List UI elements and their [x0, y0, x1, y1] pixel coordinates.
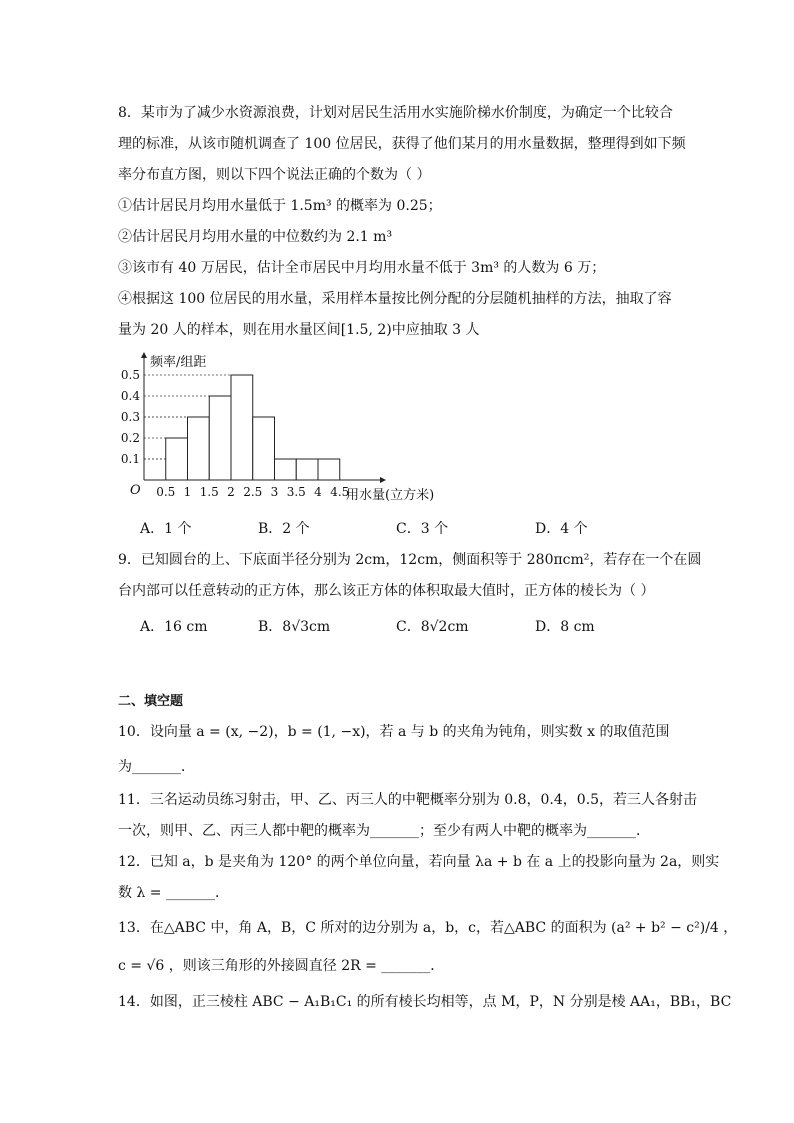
x-tick-label: 0.5	[156, 485, 176, 499]
histogram-bar	[296, 459, 318, 480]
q9-option-d: D．8 cm	[535, 619, 595, 635]
q9-option-c: C．8√2cm	[396, 619, 469, 635]
q13-line-2: c = √6 ，则该三角形的外接圆直径 2R = _______．	[118, 958, 445, 974]
x-tick-label: 2.5	[243, 485, 263, 499]
x-axis-label: 用水量(立方米)	[346, 488, 435, 503]
histogram-bar	[231, 375, 253, 480]
section-title: 二、填空题	[118, 694, 184, 709]
histogram-bar	[318, 459, 340, 480]
q14-line-1: 14．如图，正三棱柱 ABC − A₁B₁C₁ 的所有棱长均相等，点 M，P，N 分别是棱 AA₁，BB₁，BC	[118, 994, 732, 1010]
q8-line-3: 率分布直方图，则以下四个说法正确的个数为（ ）	[118, 167, 431, 183]
q8-statement-4a: ④根据这 100 位居民的用水量，采用样本量按比例分配的分层随机抽样的方法，抽取了容	[118, 291, 672, 307]
y-tick-label: 0.4	[120, 389, 140, 403]
q8-statement-2: ②估计居民月均用水量的中位数约为 2.1 m³	[118, 229, 393, 245]
x-tick-label: 4	[314, 485, 322, 499]
q13-line-1: 13．在△ABC 中，角 A，B，C 所对的边分别为 a，b，c，若△ABC 的面积为 (a² + b² − c²)/4 ，	[118, 920, 738, 936]
q11-line-1: 11．三名运动员练习射击，甲、乙、丙三人的中靶概率分别为 0.8，0.4，0.5，若三人各射击	[118, 792, 698, 808]
x-tick-label: 2	[227, 485, 235, 499]
origin-label: O	[130, 483, 141, 498]
q12-line-2: 数 λ = _______．	[118, 885, 229, 901]
q8-statement-4b: 量为 20 人的样本，则在用水量区间[1.5, 2)中应抽取 3 人	[118, 322, 480, 338]
y-tick-label: 0.3	[120, 410, 140, 424]
x-tick-label: 1.5	[199, 485, 219, 499]
y-axis-label: 频率/组距	[150, 355, 207, 370]
histogram-bar	[188, 417, 210, 480]
q8-statement-1: ①估计居民月均用水量低于 1.5m³ 的概率为 0.25；	[118, 198, 442, 214]
y-tick-label: 0.2	[120, 431, 140, 445]
histogram-bar	[253, 417, 275, 480]
q10-line-1: 10．设向量 a = (x, −2)，b = (1, −x)，若 a 与 b 的夹角为钝角，则实数 x 的取值范围	[118, 724, 670, 740]
histogram-svg	[114, 352, 454, 507]
frequency-histogram	[114, 352, 454, 507]
histogram-bar	[166, 438, 188, 480]
x-tick-label: 1	[183, 485, 192, 499]
q8-line-1: 8．某市为了减少水资源浪费，计划对居民生活用水实施阶梯水价制度，为确定一个比较合	[118, 105, 673, 121]
x-tick-label: 4.5	[330, 485, 350, 499]
q9-option-a: A．16 cm	[140, 619, 208, 635]
q11-line-2: 一次，则甲、乙、丙三人都中靶的概率为_______；至少有两人中靶的概率为_______．	[118, 823, 650, 839]
y-tick-label: 0.1	[120, 452, 140, 466]
q9-line-2: 台内部可以任意转动的正方体，那么该正方体的体积取最大值时，正方体的棱长为（ ）	[118, 583, 655, 599]
q8-option-d: D．4 个	[535, 521, 588, 537]
histogram-bar	[275, 459, 297, 480]
y-axis-arrow	[141, 352, 147, 358]
q8-line-2: 理的标准，从该市随机调查了 100 位居民，获得了他们某月的用水量数据，整理得到如下频	[118, 136, 686, 152]
histogram-bar	[209, 396, 231, 480]
q10-line-2: 为_______．	[118, 759, 195, 775]
y-tick-label: 0.5	[120, 368, 140, 382]
q9-line-1: 9．已知圆台的上、下底面半径分别为 2cm，12cm，侧面积等于 280πcm²，若存在一个在圆	[118, 552, 702, 568]
q8-option-c: C．3 个	[396, 521, 449, 537]
q8-statement-3: ③该市有 40 万居民，估计全市居民中月均用水量不低于 3m³ 的人数为 6 万；	[118, 260, 606, 276]
x-axis-arrow	[380, 477, 386, 483]
q9-option-b: B．8√3cm	[258, 619, 331, 635]
q8-option-a: A．1 个	[140, 521, 192, 537]
x-tick-label: 3.5	[286, 485, 306, 499]
x-tick-label: 3	[270, 485, 279, 499]
q8-option-b: B．2 个	[258, 521, 310, 537]
q12-line-1: 12．已知 a，b 是夹角为 120° 的两个单位向量，若向量 λa + b 在 a 上的投影向量为 2a，则实	[118, 854, 720, 870]
